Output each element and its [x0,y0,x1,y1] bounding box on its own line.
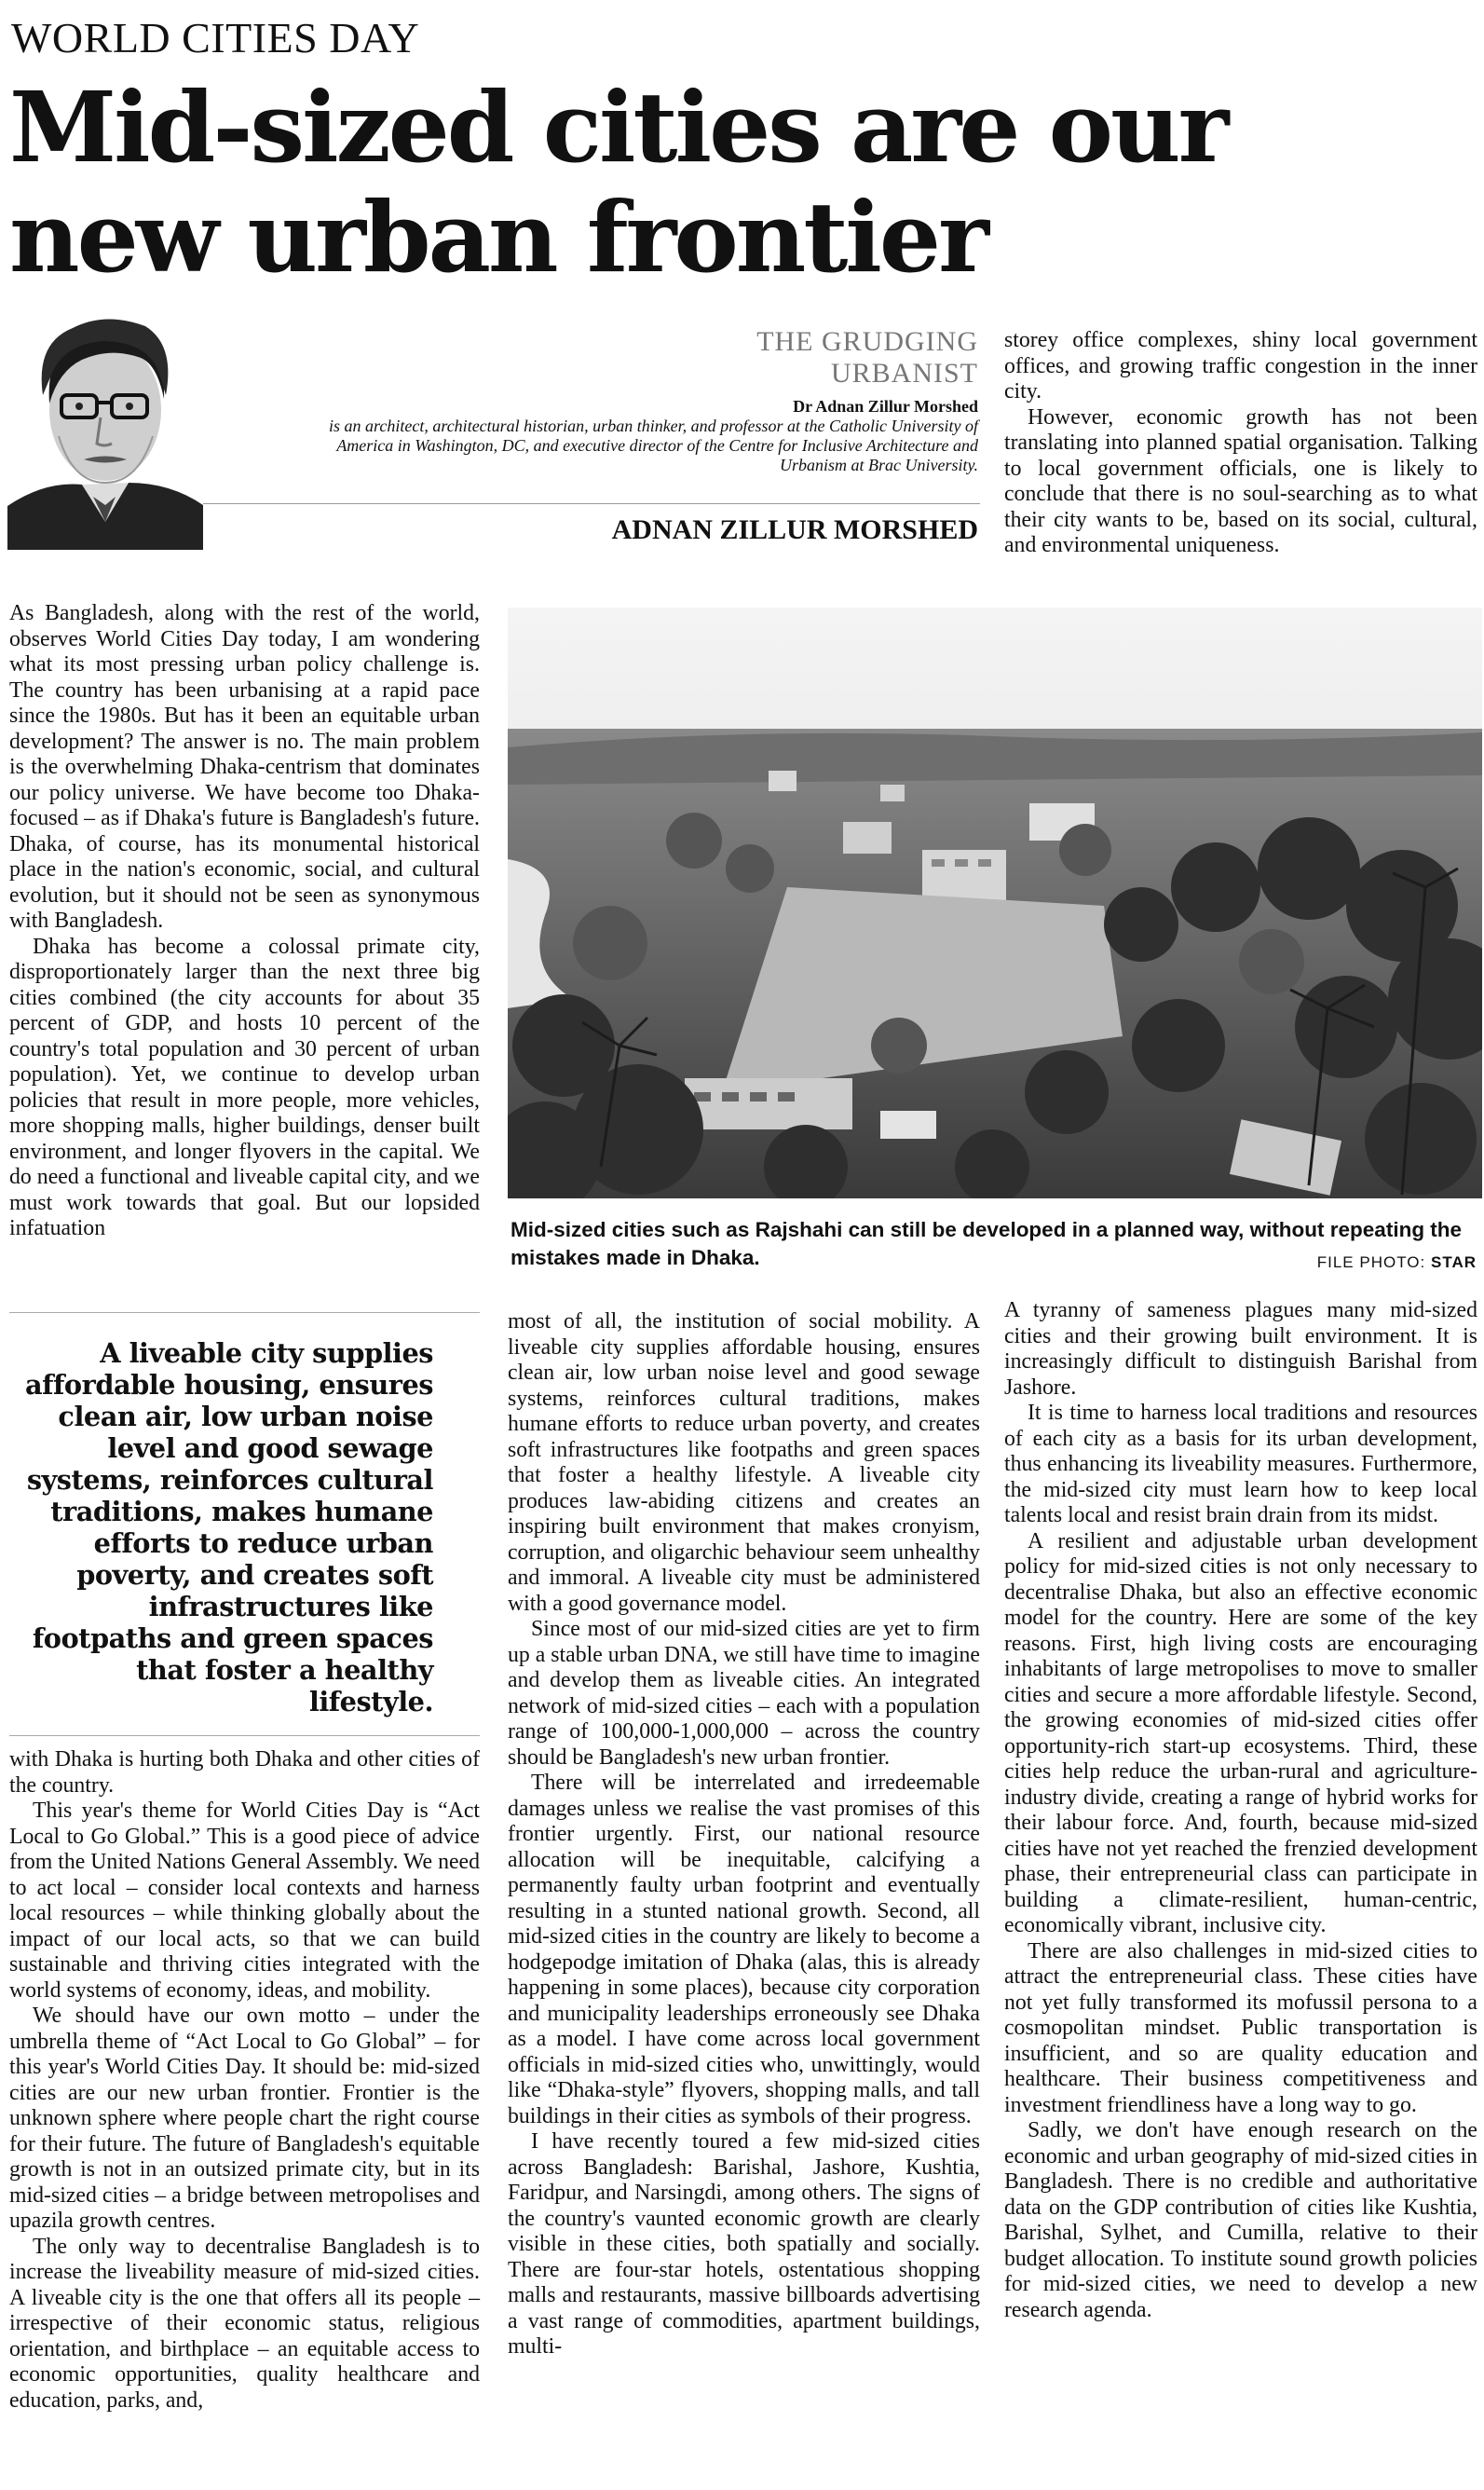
paragraph: It is time to harness local traditions and resources of each city as a basis for its urban development, thus enhancing its liveability measures. Furthermore, the mid-sized city must learn how to keep local talents local and resist brain drain from its midst. [1004,1401,1477,1527]
paragraph: Since most of our mid-sized cities are yet to firm up a stable urban DNA, we still have time to imagine and develop them as liveable cities. An integrated network of mid-sized cities – each with a population range of 100,000-1,000,000 – across the country should be Bangladesh's new urban frontier. [508,1617,980,1770]
column-left-top [9,601,480,1242]
author-bio: is an architect, architectural historian, urban thinker, and professor at the Catholic University of America in Washington, DC, and executive director of the Centre for Inclusive Architecture and Urbanism at Brac University. [329,417,978,474]
column-title-line-1: THE GRUDGING [756,326,978,357]
headline-line-1: Mid-sized cities are our [9,70,1227,185]
author-portrait [7,306,203,550]
paragraph: A tyranny of sameness plagues many mid-sized cities and their growing built environment. It is increasingly difficult to distinguish Barishal from Jashore. [1004,1298,1477,1400]
paragraph: The only way to decentralise Bangladesh is to increase the liveability measure of mid-sized cities. A liveable city is the one that offers all its people – irrespective of their economic status, religious orientation, and birthplace – an equitable access to economic opportunities, quality healthcare and education, parks, and, [9,2234,480,2413]
photo-credit [1317,1253,1477,1272]
column-right [1004,1298,1477,2323]
section-kicker: WORLD CITIES DAY [11,14,420,62]
pull-quote: A liveable city supplies affordable housing, ensures clean air, low urban noise level and good sewage systems, reinforces cultural traditions, makes humane efforts to reduce urban poverty, and creates soft infrastructures like footpaths and green spaces that foster a healthy lifestyle. [25,1337,433,1717]
paragraph: However, economic growth has not been translating into planned spatial organisation. Talking to local government officials, one is likely to conclude that there is no soul-searching as to what their city wants to be, based on its social, cultural, and environmental uniqueness. [1004,404,1477,557]
byline-rule [203,503,980,504]
column-middle [508,1309,980,2360]
photo-caption: Mid-sized cities such as Rajshahi can still be developed in a planned way, without repeating the mistakes made in Dhaka. [511,1218,1463,1269]
headline [9,70,1295,294]
headline-line-2: new urban frontier [9,180,987,294]
paragraph: As Bangladesh, along with the rest of the world, observes World Cities Day today, I am wondering what its most pressing urban policy challenge is. The country has been urbanising at a rapid pace since the 1980s. But has it been an equitable urban development? The answer is no. The main problem is the overwhelming Dhaka-centrism that dominates our policy universe. We have become too Dhaka-focused – as if Dhaka's future is Bangladesh's future. Dhaka, of course, has its monumental historical place in the nation's economic, social, and cultural evolution, but it should not be seen as synonymous with Bangladesh. [9,601,480,933]
photo-credit-source: STAR [1430,1253,1477,1271]
paragraph: with Dhaka is hurting both Dhaka and other cities of the country. [9,1747,480,1798]
city-aerial-photo [508,608,1482,1198]
paragraph: We should have our own motto – under the umbrella theme of “Act Local to Go Global” – for this year's World Cities Day. It should be: mid-sized cities are our new urban frontier. Frontier is the unknown sphere where people chart the right course for their future. The future of Bangladesh's equitable growth is not in an outsized primate city, but in its mid-sized cities – a bridge between metropolises and upazila growth centres. [9,2004,480,2233]
paragraph: A resilient and adjustable urban development policy for mid-sized cities is not only necessary to decentralise Dhaka, but also an effective economic model for the country. Here are some of the key reasons. First, high living costs are encouraging inhabitants of large metropolises to move to smaller cities and secure a more affordable lifestyle. Second, the growing economies of mid-sized cities offer opportunity-rich start-up ecosystems. Third, these cities help reduce the urban-rural and agriculture-industry divide, creating a range of hybrid works for their labour force. And, fourth, because mid-sized cities have not yet reached the frenzied development phase, their entrepreneurial class can participate in building a climate-resilient, human-centric, economically vibrant, inclusive city. [1004,1528,1477,1937]
paragraph: There are also challenges in mid-sized cities to attract the entrepreneurial class. These cities have not yet fully transformed its mofussil persona to a cosmopolitan mindset. Public transportation is insufficient, and so are quality education and healthcare. Their business competitiveness and investment friendliness have a long way to go. [1004,1938,1477,2117]
author-name: ADNAN ZILLUR MORSHED [611,514,978,545]
paragraph: Dhaka has become a colossal primate city, disproportionately larger than the next three big cities combined (the city accounts for about 35 percent of GDP, and hosts 10 percent of the country's total population and 30 percent of urban population). Yet, we continue to develop urban policies that result in more people, more vehicles, more shopping malls, higher buildings, denser built environment, and longer flyovers in the capital. We do need a functional and liveable capital city, and we must work towards that goal. But our lopsided infatuation [9,934,480,1240]
paragraph: Sadly, we don't have enough research on the economic and urban geography of mid-sized cities in Bangladesh. There is no credible and authoritative data on the GDP contribution of cities like Kushtia, Barishal, Sylhet, and Cumilla, relative to their budget allocation. To institute sound growth policies for mid-sized cities, we need to develop a new research agenda. [1004,2118,1477,2322]
paragraph: storey office complexes, shiny local government offices, and growing traffic congestion in the inner city. [1004,328,1477,404]
column-title-line-2: URBANIST [830,358,978,389]
paragraph: There will be interrelated and irredeemable damages unless we realise the vast promises of this frontier urgently. First, our national resource allocation will be inequitable, calcifying a permanently faulty urban footprint and eventually resulting in a stunted national growth. Second, all mid-sized cities in the country are likely to become a hodgepodge imitation of Dhaka (alas, this is already happening in some places), because city corporation and municipality leaderships erroneously see Dhaka as a model. I have come across local government officials in mid-sized cities who, unwittingly, would like “Dhaka-style” flyovers, shopping malls, and tall buildings in their cities as symbols of their progress. [508,1771,980,2128]
paragraph: I have recently toured a few mid-sized cities across Bangladesh: Barishal, Jashore, Kushtia, Faridpur, and Narsingdi, among others. The signs of the country's vaunted economic growth are clearly visible in these cities, both spatially and socially. There are four-star hotels, ostentatious shopping malls and restaurants, massive billboards advertising a vast range of commodities, apartment buildings, multi- [508,2129,980,2359]
paragraph: This year's theme for World Cities Day is “Act Local to Go Global.” This is a good piece of advice from the United Nations General Assembly. We need to act local – consider local contexts and harness local resources – while thinking globally about the impact of our local acts, so that we can build sustainable and thriving cities integrated with the world systems of economy, ideas, and mobility. [9,1799,480,2003]
column-left-bottom [9,1747,480,2414]
column-divider [9,1735,480,1736]
column-top-right [1004,328,1477,559]
author-bio-name: Dr Adnan Zillur Morshed [793,397,978,416]
column-divider [9,1312,480,1313]
paragraph: most of all, the institution of social mobility. A liveable city supplies affordable housing, ensures clean air, low urban noise level and good sewage systems, reinforces cultural traditions, makes humane efforts to reduce urban poverty, and creates soft infrastructures like footpaths and green spaces that foster a healthy lifestyle. A liveable city produces law-abiding citizens and creates an inspiring built environment that makes cronyism, corruption, and oligarchic behaviour seem unhealthy and immoral. A liveable city must be administered with a good governance model. [508,1309,980,1616]
photo-credit-prefix: FILE PHOTO: [1316,1253,1426,1271]
column-info [279,326,978,475]
